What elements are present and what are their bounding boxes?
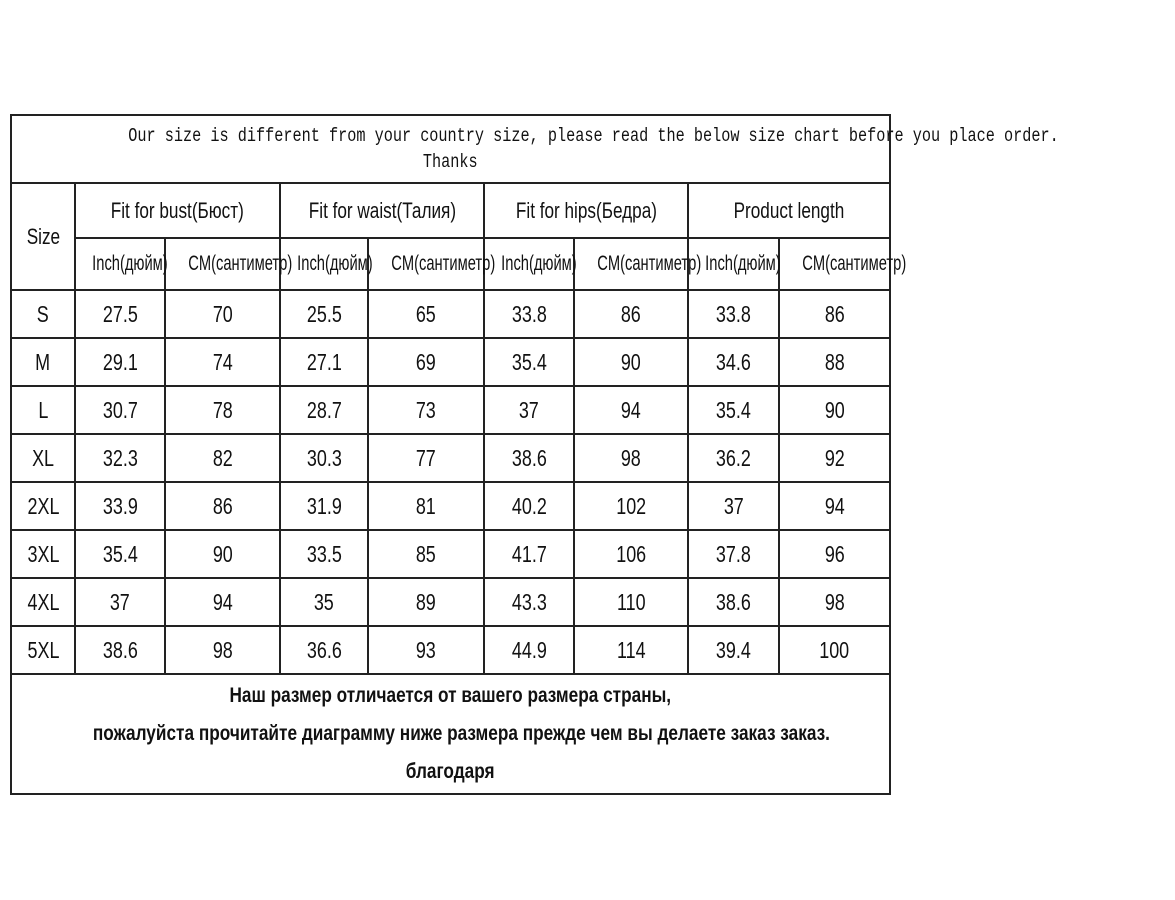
cell-text: 33.9 <box>102 492 138 519</box>
inch-unit-header <box>280 238 373 290</box>
table-row <box>11 578 890 626</box>
cell-text: 36.6 <box>306 636 342 663</box>
cell-text: 39.4 <box>716 636 751 663</box>
value-cell <box>779 482 890 530</box>
value-cell <box>75 290 165 338</box>
cell-text: 37 <box>723 492 744 519</box>
bust-header-label: Fit for bust(Бюст) <box>110 197 245 223</box>
value-cell <box>688 530 779 578</box>
cell-text: M <box>35 348 51 375</box>
value-cell <box>280 578 368 626</box>
cell-text: 114 <box>616 636 646 663</box>
cell-text: 43.3 <box>511 588 547 615</box>
value-cell <box>368 386 484 434</box>
size-cell <box>11 482 75 530</box>
value-cell <box>779 434 890 482</box>
notice-line-2: Thanks <box>423 151 478 173</box>
value-cell <box>484 482 574 530</box>
value-cell <box>165 578 280 626</box>
cell-text: 96 <box>824 540 845 567</box>
value-cell <box>574 626 688 674</box>
value-cell <box>368 578 484 626</box>
value-cell <box>165 530 280 578</box>
cell-text: 110 <box>616 588 646 615</box>
size-cell <box>11 434 75 482</box>
group-header-row <box>11 183 890 238</box>
value-cell <box>368 338 484 386</box>
value-cell <box>165 434 280 482</box>
cell-text: 33.5 <box>306 540 342 567</box>
cell-text: 37 <box>519 396 539 423</box>
cell-text: 35.4 <box>102 540 138 567</box>
inch-unit-label: Inch(дюйм) <box>501 252 577 275</box>
value-cell <box>368 482 484 530</box>
cell-text: L <box>38 396 48 423</box>
cell-text: 73 <box>416 396 436 423</box>
value-cell <box>280 386 368 434</box>
value-cell <box>368 626 484 674</box>
cell-text: 98 <box>621 444 641 471</box>
table-row <box>11 626 890 674</box>
value-cell <box>688 482 779 530</box>
cell-text: 4XL <box>27 588 59 615</box>
cell-text: 36.2 <box>716 444 751 471</box>
cm-unit-header <box>574 238 702 290</box>
value-cell <box>484 386 574 434</box>
value-cell <box>484 530 574 578</box>
cell-text: 33.8 <box>511 300 547 327</box>
value-cell <box>484 626 574 674</box>
value-cell <box>75 530 165 578</box>
cell-text: 88 <box>824 348 845 375</box>
cell-text: 27.5 <box>102 300 138 327</box>
cell-text: 86 <box>621 300 641 327</box>
footer-cell <box>11 674 890 794</box>
value-cell <box>75 386 165 434</box>
cell-text: 38.6 <box>511 444 547 471</box>
cell-text: 78 <box>212 396 233 423</box>
inch-unit-header <box>688 238 779 290</box>
value-cell <box>779 290 890 338</box>
hips-header <box>484 183 688 238</box>
cell-text: 86 <box>824 300 845 327</box>
cell-text: 86 <box>212 492 233 519</box>
notice-line-1: Our size is different from your country size, please read the below size chart before you place order. <box>128 125 1059 147</box>
cell-text: 74 <box>212 348 233 375</box>
value-cell <box>75 626 165 674</box>
value-cell <box>779 530 890 578</box>
value-cell <box>75 482 165 530</box>
cm-unit-label: CM(сантиметр) <box>597 252 702 275</box>
cell-text: 31.9 <box>306 492 342 519</box>
cm-unit-label: CM(сантиметр) <box>188 252 293 275</box>
inch-unit-label: Inch(дюйм) <box>705 252 781 275</box>
waist-header-label: Fit for waist(Талия) <box>308 197 456 223</box>
cell-text: 93 <box>416 636 436 663</box>
size-cell <box>11 338 75 386</box>
cell-text: 27.1 <box>306 348 342 375</box>
value-cell <box>574 482 688 530</box>
cell-text: 94 <box>621 396 641 423</box>
cell-text: 90 <box>824 396 845 423</box>
cell-text: 70 <box>212 300 233 327</box>
footer-line-1: Наш размер отличается от вашего размера страны, <box>229 684 672 707</box>
cell-text: 94 <box>212 588 233 615</box>
inch-unit-label: Inch(дюйм) <box>92 252 168 275</box>
inch-unit-label: Inch(дюйм) <box>297 252 373 275</box>
value-cell <box>368 434 484 482</box>
cell-text: 30.3 <box>306 444 342 471</box>
cell-text: 77 <box>416 444 436 471</box>
size-cell <box>11 626 75 674</box>
value-cell <box>779 386 890 434</box>
length-header-label: Product length <box>733 197 845 223</box>
cell-text: S <box>37 300 49 327</box>
footer-row <box>11 674 890 794</box>
notice-row <box>11 115 890 183</box>
value-cell <box>779 626 890 674</box>
table-row <box>11 434 890 482</box>
size-header <box>11 183 75 290</box>
cell-text: 40.2 <box>511 492 547 519</box>
value-cell <box>484 338 574 386</box>
cell-text: 2XL <box>27 492 59 519</box>
cell-text: 94 <box>824 492 845 519</box>
value-cell <box>574 578 688 626</box>
footer-line-3: благодаря <box>406 760 495 783</box>
cell-text: 102 <box>616 492 646 519</box>
table-row <box>11 386 890 434</box>
cell-text: 33.8 <box>716 300 751 327</box>
cell-text: 32.3 <box>102 444 138 471</box>
value-cell <box>779 338 890 386</box>
hips-header-label: Fit for hips(Бедра) <box>515 197 657 223</box>
value-cell <box>574 338 688 386</box>
value-cell <box>280 434 368 482</box>
cm-unit-header <box>779 238 907 290</box>
cell-text: 30.7 <box>102 396 138 423</box>
table-row <box>11 290 890 338</box>
value-cell <box>484 290 574 338</box>
value-cell <box>75 338 165 386</box>
cell-text: 100 <box>819 636 850 663</box>
value-cell <box>280 626 368 674</box>
cm-unit-label: CM(сантиметр) <box>391 252 496 275</box>
value-cell <box>574 290 688 338</box>
cell-text: 34.6 <box>716 348 751 375</box>
value-cell <box>280 482 368 530</box>
cell-text: 98 <box>212 636 233 663</box>
inch-unit-header <box>484 238 577 290</box>
cell-text: 90 <box>212 540 233 567</box>
size-cell <box>11 386 75 434</box>
value-cell <box>484 434 574 482</box>
value-cell <box>688 626 779 674</box>
value-cell <box>688 434 779 482</box>
cell-text: 28.7 <box>306 396 342 423</box>
size-chart-table <box>10 114 1059 795</box>
value-cell <box>280 338 368 386</box>
table-row <box>11 530 890 578</box>
size-cell <box>11 290 75 338</box>
cell-text: 82 <box>212 444 233 471</box>
cell-text: 37.8 <box>716 540 751 567</box>
cell-text: XL <box>32 444 54 471</box>
table-row <box>11 482 890 530</box>
table-row <box>11 338 890 386</box>
cm-unit-header <box>368 238 496 290</box>
cell-text: 38.6 <box>716 588 751 615</box>
cell-text: 37 <box>110 588 130 615</box>
value-cell <box>779 578 890 626</box>
cell-text: 35.4 <box>511 348 547 375</box>
bust-header <box>75 183 280 238</box>
length-header <box>688 183 890 238</box>
value-cell <box>688 578 779 626</box>
cell-text: 5XL <box>27 636 59 663</box>
size-cell <box>11 530 75 578</box>
cm-unit-label: CM(сантиметр) <box>802 252 907 275</box>
value-cell <box>165 338 280 386</box>
cell-text: 41.7 <box>511 540 547 567</box>
value-cell <box>280 290 368 338</box>
cell-text: 98 <box>824 588 845 615</box>
footer-line-2: пожалуйста прочитайте диаграмму ниже размера прежде чем вы делаете заказ заказ. <box>92 722 830 745</box>
value-cell <box>165 482 280 530</box>
notice-cell <box>11 115 1059 183</box>
value-cell <box>75 434 165 482</box>
cell-text: 81 <box>416 492 436 519</box>
value-cell <box>484 578 574 626</box>
cell-text: 69 <box>416 348 436 375</box>
value-cell <box>688 386 779 434</box>
value-cell <box>688 290 779 338</box>
value-cell <box>368 290 484 338</box>
cell-text: 35.4 <box>716 396 751 423</box>
value-cell <box>574 386 688 434</box>
cell-text: 38.6 <box>102 636 138 663</box>
cell-text: 25.5 <box>306 300 342 327</box>
cell-text: 3XL <box>27 540 59 567</box>
cell-text: 92 <box>824 444 845 471</box>
value-cell <box>280 530 368 578</box>
cell-text: 44.9 <box>511 636 547 663</box>
unit-header-row <box>11 238 890 290</box>
cm-unit-header <box>165 238 293 290</box>
cell-text: 106 <box>616 540 646 567</box>
cell-text: 85 <box>416 540 436 567</box>
cell-text: 89 <box>416 588 436 615</box>
cell-text: 65 <box>416 300 436 327</box>
value-cell <box>574 530 688 578</box>
waist-header <box>280 183 484 238</box>
size-cell <box>11 578 75 626</box>
cell-text: 35 <box>314 588 334 615</box>
value-cell <box>165 290 280 338</box>
value-cell <box>165 386 280 434</box>
value-cell <box>165 626 280 674</box>
cell-text: 90 <box>621 348 641 375</box>
inch-unit-header <box>75 238 168 290</box>
size-header-label: Size <box>26 223 60 249</box>
cell-text: 29.1 <box>102 348 138 375</box>
value-cell <box>574 434 688 482</box>
value-cell <box>75 578 165 626</box>
value-cell <box>688 338 779 386</box>
value-cell <box>368 530 484 578</box>
